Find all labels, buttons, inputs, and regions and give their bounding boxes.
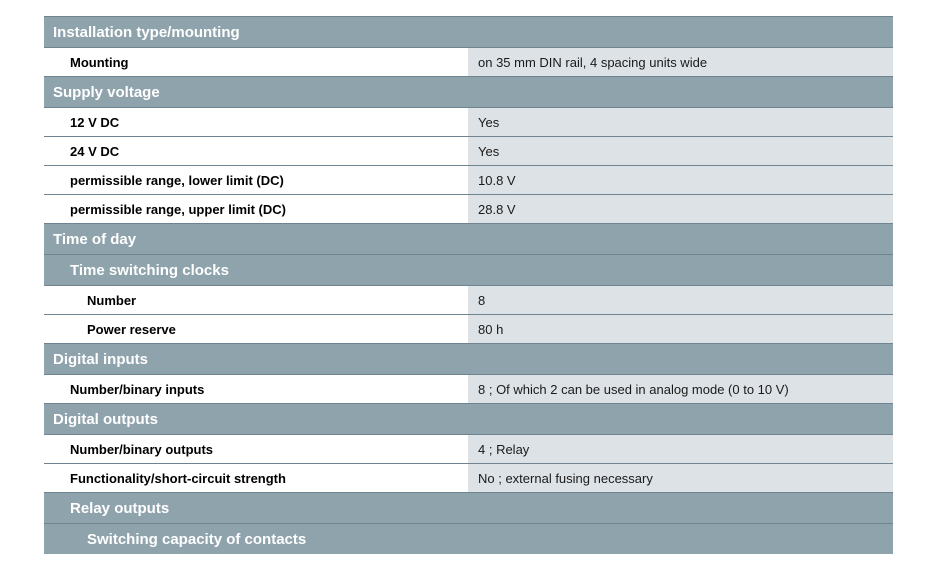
spec-row [44, 434, 893, 463]
spec-label-cell [44, 166, 468, 194]
section-title: Supply voltage [53, 83, 160, 101]
spec-value: 8 [478, 292, 486, 308]
section-title: Installation type/mounting [53, 23, 240, 41]
spec-label: permissible range, lower limit (DC) [70, 172, 284, 188]
spec-label: Number/binary inputs [70, 381, 205, 397]
spec-value-cell [468, 315, 893, 343]
spec-value-cell [468, 166, 893, 194]
section-header [44, 76, 893, 107]
spec-label: Power reserve [87, 321, 176, 337]
spec-label: Functionality/short-circuit strength [70, 470, 286, 486]
spec-row [44, 47, 893, 76]
spec-row [44, 374, 893, 403]
spec-value: 4 ; Relay [478, 441, 530, 457]
section-header [44, 343, 893, 374]
spec-label: Number/binary outputs [70, 441, 214, 457]
spec-label: permissible range, upper limit (DC) [70, 201, 286, 217]
spec-row [44, 107, 893, 136]
section-header [44, 223, 893, 254]
spec-value-cell [468, 48, 893, 76]
spec-value-cell [468, 286, 893, 314]
spec-row [44, 136, 893, 165]
spec-value: on 35 mm DIN rail, 4 spacing units wide [478, 54, 708, 70]
spec-label: Mounting [70, 54, 129, 70]
spec-value-cell [468, 464, 893, 492]
section-title: Switching capacity of contacts [87, 530, 307, 548]
spec-value-cell [468, 435, 893, 463]
spec-value: Yes [478, 114, 500, 130]
section-title: Relay outputs [70, 499, 170, 517]
spec-value: Yes [478, 143, 500, 159]
spec-label-cell [44, 137, 468, 165]
spec-label-cell [44, 464, 468, 492]
spec-label-cell [44, 108, 468, 136]
spec-value: No ; external fusing necessary [478, 470, 653, 486]
spec-value-cell [468, 137, 893, 165]
spec-row [44, 314, 893, 343]
section-title: Time switching clocks [70, 261, 229, 279]
spec-label: 24 V DC [70, 143, 120, 159]
spec-value: 80 h [478, 321, 504, 337]
spec-label-cell [44, 48, 468, 76]
spec-value-cell [468, 195, 893, 223]
spec-row [44, 194, 893, 223]
section-title: Digital inputs [53, 350, 148, 368]
section-header [44, 492, 893, 523]
spec-label-cell [44, 435, 468, 463]
spec-row [44, 165, 893, 194]
section-header [44, 16, 893, 47]
spec-label: Number [87, 292, 137, 308]
spec-value: 8 ; Of which 2 can be used in analog mode (0 to 10 V) [478, 381, 789, 397]
section-header [44, 254, 893, 285]
spec-value-cell [468, 108, 893, 136]
spec-row [44, 463, 893, 492]
spec-label-cell [44, 315, 468, 343]
spec-label-cell [44, 195, 468, 223]
spec-value: 28.8 V [478, 201, 516, 217]
section-header [44, 403, 893, 434]
spec-value: 10.8 V [478, 172, 516, 188]
spec-label: 12 V DC [70, 114, 120, 130]
section-title: Time of day [53, 230, 137, 248]
spec-row [44, 285, 893, 314]
section-header [44, 523, 893, 554]
section-title: Digital outputs [53, 410, 158, 428]
spec-label-cell [44, 375, 468, 403]
spec-value-cell [468, 375, 893, 403]
spec-label-cell [44, 286, 468, 314]
spec-table [44, 16, 893, 554]
